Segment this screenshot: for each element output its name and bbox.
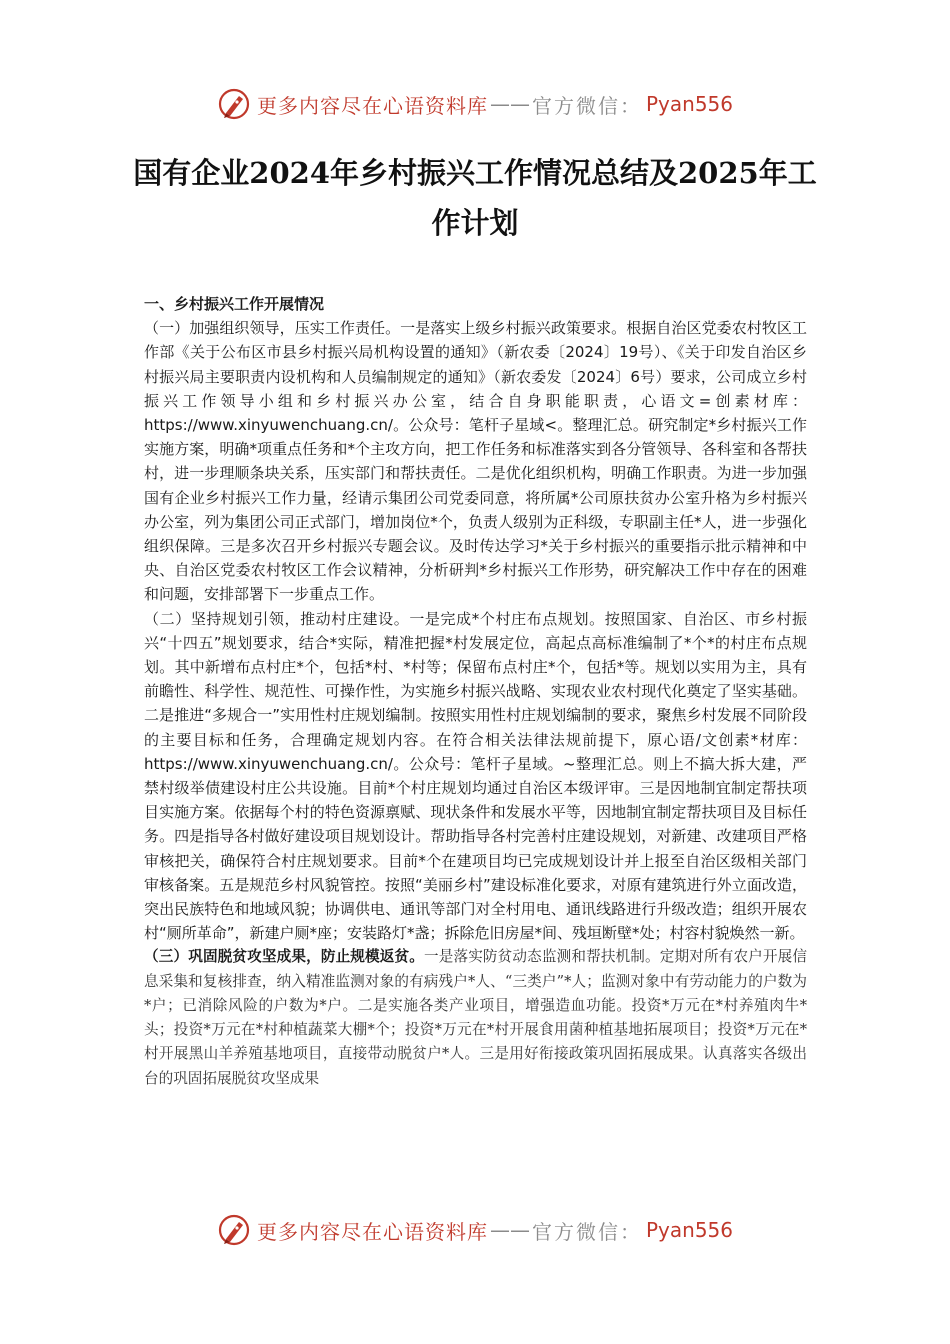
banner-wechat-id: Pyan556 — [645, 92, 733, 116]
footer-banner-wechat-label: 官方微信： — [531, 1219, 642, 1244]
banner-main-text: 更多内容尽在心语资料库 — [256, 93, 488, 118]
header-banner — [0, 82, 950, 126]
paragraph-1: （一）加强组织领导，压实工作责任。一是落实上级乡村振兴政策要求。根据自治区党委农村牧区工作部《关于公布区市县乡村振兴局机构设置的通知》（新农委〔2024〕19号）、《关于印发自治区乡村振兴局主要职责内设机构和人员编制规定的通知》（新农委发〔2024〕6号）要求，公司成立乡村振兴工作领导小组和乡村振兴办公室，结合自身职能职责，心语文=创素材库：https://www.xinyuwenchuang.cn/。公众号：笔杆子星域<。整理汇总。研究制定*乡村振兴工作实施方案，明确*项重点任务和*个主攻方向，把工作任务和标准落实到各分管领导、各科室和各帮扶村，进一步理顺条块关系，压实部门和帮扶责任。二是优化组织机构，明确工作职责。为进一步加强国有企业乡村振兴工作力量，经请示集团公司党委同意，将所属*公司原扶贫办公室升格为乡村振兴办公室，列为集团公司正式部门，增加岗位*个，负责人级别为正科级，专职副主任*人，进一步强化组织保障。三是多次召开乡村振兴专题会议。及时传达学习*关于乡村振兴的重要指示批示精神和中央、自治区党委农村牧区工作会议精神，分析研判*乡村振兴工作形势，研究解决工作中存在的困难和问题，安排部署下一步重点工作。 — [144, 319, 807, 604]
document-body — [144, 292, 807, 1091]
pen-nib-logo-icon — [217, 87, 251, 121]
paragraph-3-lead: （三）巩固脱贫攻坚成果，防止规模返贫。 — [144, 948, 424, 966]
footer-banner-wechat-id: Pyan556 — [645, 1218, 733, 1242]
banner-wechat-label: 官方微信： — [531, 93, 642, 118]
pen-nib-logo-icon — [217, 1213, 251, 1247]
footer-banner — [0, 1208, 950, 1252]
document-title: 国有企业2024年乡村振兴工作情况总结及2025年工作计划 — [133, 156, 817, 240]
section-heading: 一、乡村振兴工作开展情况 — [144, 295, 325, 313]
footer-banner-main-text: 更多内容尽在心语资料库 — [256, 1219, 488, 1244]
paragraph-3-body: 一是落实防贫动态监测和帮扶机制。定期对所有农户开展信息采集和复核排查，纳入精准监测对象的有病残户*人、“三类户”*人；监测对象中有劳动能力的户数为*户；已消除风险的户数为*户。二是实施各类产业项目，增强造血功能。投资*万元在*村养殖肉牛*头；投资*万元在*村种植蔬菜大棚*个；投资*万元在*村开展食用菌种植基地拓展项目；投资*万元在*村开展黑山羊养殖基地项目，直接带动脱贫户*人。三是用好衔接政策巩固拓展成果。认真落实各级出台的巩固拓展脱贫攻坚成果 — [144, 948, 807, 1087]
footer-banner-separator: —— — [489, 1218, 530, 1242]
paragraph-2: （二）坚持规划引领，推动村庄建设。一是完成*个村庄布点规划。按照国家、自治区、市乡村振兴“十四五”规划要求，结合*实际，精准把握*村发展定位，高起点高标准编制了*个*的村庄布点规划。其中新增布点村庄*个，包括*村、*村等；保留布点村庄*个，包括*等。规划以实用为主，具有前瞻性、科学性、规范性、可操作性，为实施乡村振兴战略、实现农业农村现代化奠定了坚实基础。二是推进“多规合一”实用性村庄规划编制。按照实用性村庄规划编制的要求，聚焦乡村发展不同阶段的主要目标和任务，合理确定规划内容。在符合相关法律法规前提下，原心语/文创素*材库：https://www.xinyuwenchuang.cn/。公众号：笔杆子星域。~整理汇总。则上不搞大拆大建，严禁村级举债建设村庄公共设施。目前*个村庄规划均通过自治区本级评审。三是因地制宜制定帮扶项目实施方案。依据每个村的特色资源禀赋、现状条件和发展水平等，因地制宜制定帮扶项目及目标任务。四是指导各村做好建设项目规划设计。帮助指导各村完善村庄建设规划，对新建、改建项目严格审核把关，确保符合村庄规划要求。目前*个在建项目均已完成规划设计并上报至自治区级相关部门审核备案。五是规范乡村风貌管控。按照“美丽乡村”建设标准化要求，对原有建筑进行外立面改造，突出民族特色和地域风貌；协调供电、通讯等部门对全村用电、通讯线路进行升级改造；组织开展农村“厕所革命”，新建户厕*座；安装路灯*盏；拆除危旧房屋*间、残垣断壁*处；村容村貌焕然一新。 — [144, 609, 807, 943]
banner-separator: —— — [489, 92, 530, 116]
paragraph-3 — [144, 945, 807, 1090]
